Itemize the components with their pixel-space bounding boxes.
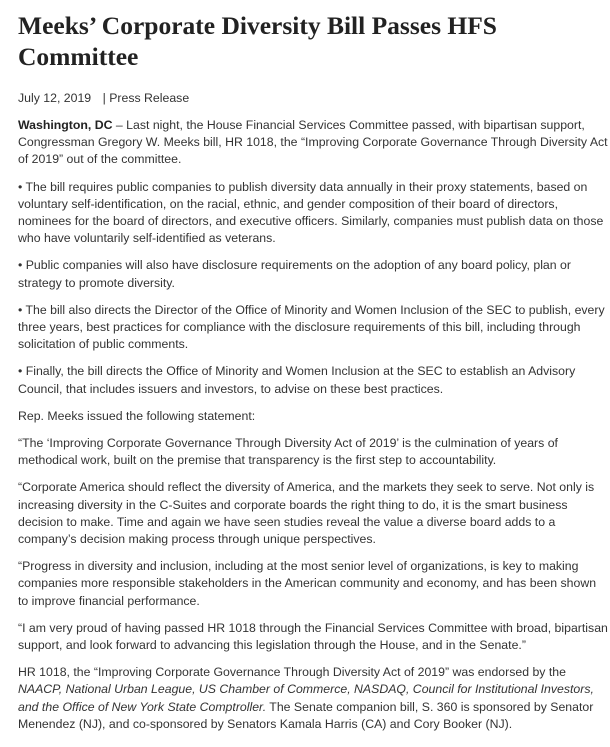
- intro-text: – Last night, the House Financial Services Committee passed, with bipartisan support, Congressman Gregory W. Meeks bill, HR 1018, the “Improving Corporate Governance Through Diversity Act of 2019” out of the committee.: [18, 118, 608, 167]
- closing-tail: The Senate companion bill, S. 360 is sponsored by Senator Menendez (NJ), and co-sponsored by Senators Kamala Harris (CA) and Cory Booker (NJ).: [18, 699, 594, 731]
- bullet-item: • Public companies will also have disclosure requirements on the adoption of any board policy, plan or strategy to promote diversity.: [18, 258, 571, 290]
- quote-paragraph: “Progress in diversity and inclusion, including at the most senior level of organizations, is key to making companies more responsible stakeholders in the American community and economy, and has been shown to improve financial performance.: [18, 559, 597, 608]
- closing-lead: HR 1018, the “Improving Corporate Governance Through Diversity Act of 2019” was endorsed by the: [18, 665, 566, 680]
- intro-paragraph: [18, 117, 608, 169]
- publish-date: July 12, 2019: [18, 91, 92, 105]
- dateline: Washington, DC: [18, 118, 113, 132]
- bullet-item: • The bill requires public companies to publish diversity data annually in their proxy statements, based on voluntary self-identification, on the racial, ethnic, and gender composition of their board of directors, nominees for the board of directors, and executive officers. Similarly, companies must publish data on those who have voluntarily self-identified as veterans.: [18, 179, 604, 246]
- article-title: Meeks’ Corporate Diversity Bill Passes HFS Committee: [18, 11, 497, 71]
- bullet-item: • Finally, the bill directs the Office of Minority and Women Inclusion at the SEC to establish an Advisory Council, that includes issuers and investors, to advise on these best practices.: [18, 364, 576, 396]
- press-release-article: [18, 0, 608, 743]
- closing-paragraph: [18, 664, 608, 733]
- quote-paragraph: “The ‘Improving Corporate Governance Through Diversity Act of 2019’ is the culmination of years of methodical work, built on the premise that transparency is the first step to accountability.: [18, 436, 558, 468]
- meta-separator: |: [102, 91, 106, 105]
- quote-paragraph: “Corporate America should reflect the diversity of America, and the markets they seek to serve. Not only is increasing diversity in the C-Suites and corporate boards the right thing to do, it is the smart business decision to make. Time and again we have seen studies reveal the value a diverse board adds to a company’s decision making process through unique perspectives.: [18, 480, 595, 547]
- bullet-item: • The bill also directs the Director of the Office of Minority and Women Inclusion of the SEC to publish, every three years, best practices for compliance with the disclosure requirements of this bill, including through solicitation of public comments.: [18, 302, 605, 352]
- quote-paragraph: “I am very proud of having passed HR 1018 through the Financial Services Committee with broad, bipartisan support, and look forward to advancing this legislation through the House, and in the Senate.”: [18, 620, 608, 653]
- statement-intro: Rep. Meeks issued the following statement:: [18, 408, 256, 423]
- endorsers-list: NAACP, National Urban League, US Chamber of Commerce, NASDAQ, Council for Institutional Investors, and the Office of New York State Comptroller.: [18, 682, 594, 714]
- article-category[interactable]: Press Release: [109, 91, 190, 105]
- article-meta: [18, 90, 608, 107]
